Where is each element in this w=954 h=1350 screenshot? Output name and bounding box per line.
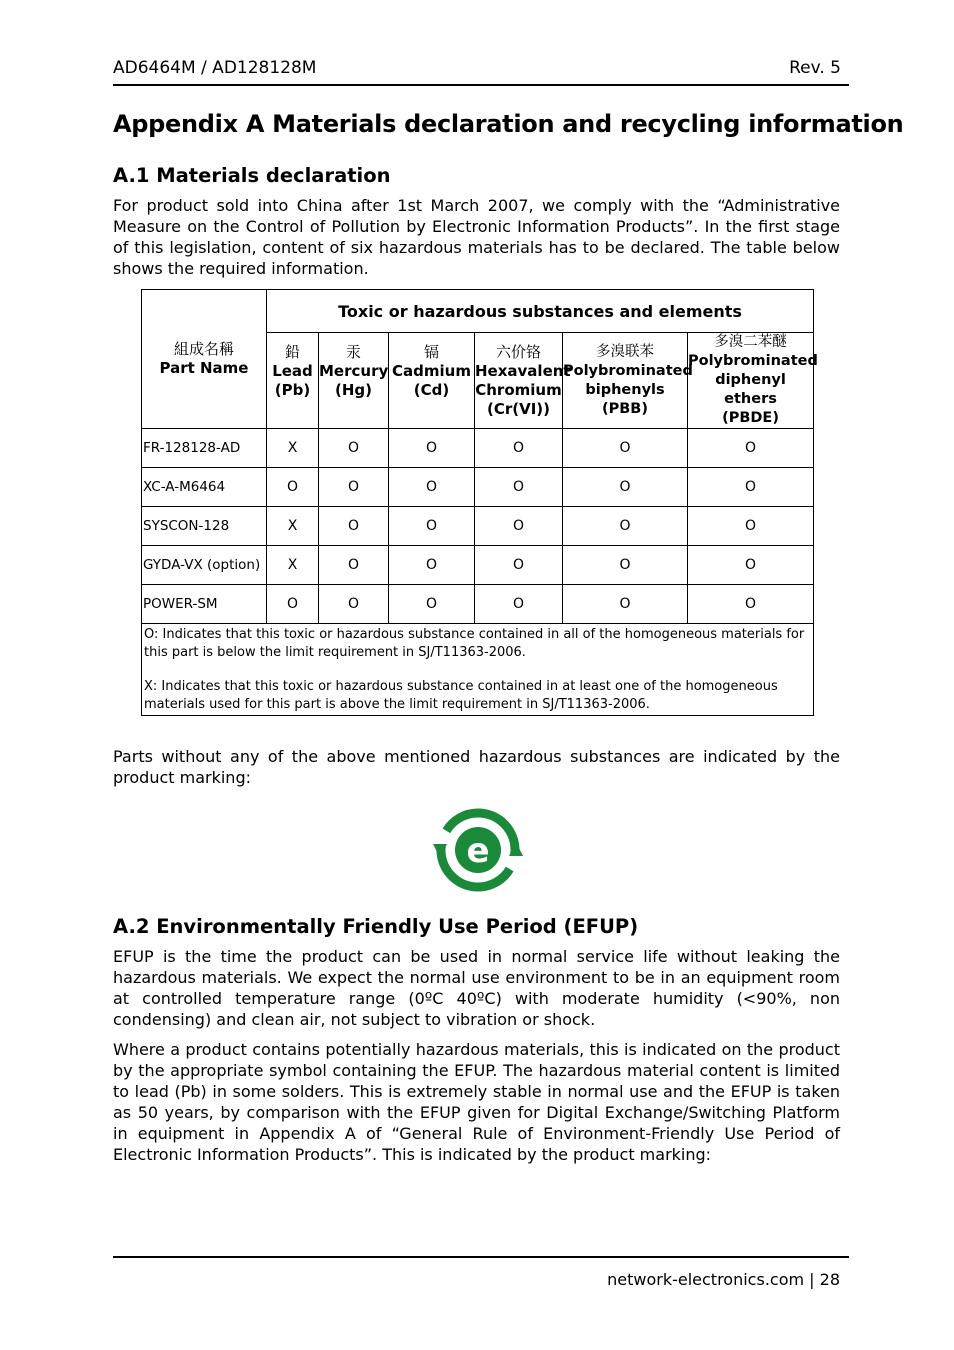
page-header bbox=[113, 56, 841, 80]
table-row bbox=[142, 585, 814, 624]
value-cell: O bbox=[688, 507, 814, 546]
part-name-cell: FR-128128-AD bbox=[142, 429, 267, 468]
column-header-symbol: (Cr(VI)) bbox=[486, 399, 551, 418]
marking-paragraph: Parts without any of the above mentioned hazardous substances are indicated by the product marking: bbox=[113, 747, 840, 787]
value-cell: O bbox=[475, 468, 563, 507]
value-cell: O bbox=[389, 507, 475, 546]
efup-logo-graphic bbox=[423, 804, 533, 896]
column-header-name: Mercury bbox=[319, 361, 389, 380]
column-header-pbb bbox=[563, 333, 693, 429]
value-cell: O bbox=[319, 546, 389, 585]
value-cell: O bbox=[319, 429, 389, 468]
appendix-title: Appendix A Materials declaration and recycling information bbox=[113, 110, 904, 138]
column-header-cadmium bbox=[389, 333, 475, 429]
materials-declaration-table bbox=[141, 289, 818, 716]
value-cell: O bbox=[688, 429, 814, 468]
value-cell: O bbox=[389, 585, 475, 624]
value-cell: O bbox=[475, 507, 563, 546]
value-cell: O bbox=[319, 507, 389, 546]
column-header-hexavalent-chromium bbox=[475, 333, 571, 429]
section-a2-title: A.2 Environmentally Friendly Use Period (EFUP) bbox=[113, 915, 639, 938]
column-header-pbde bbox=[688, 333, 818, 429]
header-revision: Rev. 5 bbox=[789, 58, 841, 78]
value-cell: O bbox=[563, 429, 688, 468]
part-name-cell: XC-A-M6464 bbox=[142, 468, 267, 507]
value-cell: O bbox=[563, 585, 688, 624]
section-a1-title: A.1 Materials declaration bbox=[113, 164, 391, 187]
column-header-cn: 多溴二苯醚 bbox=[714, 334, 787, 350]
column-header-cn: 镉 bbox=[423, 342, 439, 361]
value-cell: O bbox=[563, 507, 688, 546]
column-header-name: Hexavalent bbox=[475, 361, 571, 380]
note-o: O: Indicates that this toxic or hazardous substance contained in all of the homogeneous materials for this part is below the limit requirement in SJ/T11363-2006. bbox=[144, 627, 805, 660]
table-row bbox=[142, 546, 814, 585]
column-header-name-2: diphenyl ethers bbox=[715, 372, 786, 407]
table-notes bbox=[142, 624, 814, 716]
part-name-header-en: Part Name bbox=[159, 359, 249, 377]
value-cell: X bbox=[267, 546, 319, 585]
part-name-cell: POWER-SM bbox=[142, 585, 267, 624]
part-name-cell: SYSCON-128 bbox=[142, 507, 267, 546]
value-cell: O bbox=[475, 546, 563, 585]
column-header-name-2: Chromium bbox=[475, 380, 562, 399]
value-cell: O bbox=[267, 585, 319, 624]
value-cell: O bbox=[688, 546, 814, 585]
value-cell: O bbox=[319, 468, 389, 507]
column-header-name: Lead bbox=[272, 361, 313, 380]
value-cell: O bbox=[319, 585, 389, 624]
value-cell: O bbox=[475, 585, 563, 624]
column-header-symbol: (Pb) bbox=[274, 380, 311, 399]
column-header-cn: 汞 bbox=[345, 342, 361, 361]
value-cell: X bbox=[267, 429, 319, 468]
column-header-name: Polybrominated bbox=[563, 362, 693, 379]
value-cell: O bbox=[267, 468, 319, 507]
value-cell: O bbox=[563, 546, 688, 585]
column-header-lead bbox=[267, 333, 319, 429]
section-a2-paragraph-1: EFUP is the time the product can be used in normal service life without leaking the hazardous materials. We expect the normal use environment to be in an equipment room at controlled temperature range (0ºC 40ºC) with moderate humidity (<90%, non condensing) and clean air, not subject to vibration or shock. bbox=[113, 947, 840, 1029]
table-row bbox=[142, 429, 814, 468]
table-row bbox=[142, 507, 814, 546]
column-header-symbol: (Cd) bbox=[413, 380, 450, 399]
substances-group-header: Toxic or hazardous substances and elements bbox=[267, 290, 814, 333]
table-group-header-row bbox=[142, 290, 814, 333]
column-header-symbol: (PBB) bbox=[602, 400, 648, 417]
column-header-name: Cadmium bbox=[392, 361, 471, 380]
value-cell: O bbox=[688, 468, 814, 507]
column-header-symbol: (PBDE) bbox=[722, 410, 779, 426]
column-header-mercury bbox=[319, 333, 389, 429]
note-x: X: Indicates that this toxic or hazardous substance contained in at least one of the homogeneous materials used for this part is above the limit requirement in SJ/T11363-2006. bbox=[144, 679, 778, 712]
table-notes-row bbox=[142, 624, 814, 716]
header-product-title: AD6464M / AD128128M bbox=[113, 58, 317, 78]
value-cell: O bbox=[475, 429, 563, 468]
value-cell: X bbox=[267, 507, 319, 546]
column-header-cn: 鉛 bbox=[284, 342, 300, 361]
column-header-symbol: (Hg) bbox=[334, 380, 372, 399]
environment-friendly-e-icon bbox=[423, 804, 533, 896]
value-cell: O bbox=[563, 468, 688, 507]
header-divider bbox=[113, 84, 849, 86]
section-a2-paragraph-2: Where a product contains potentially hazardous materials, this is indicated on the product by the appropriate symbol containing the EFUP. The hazardous material content is limited to lead (Pb) in some solders. This is extremely stable in normal use and the EFUP is taken as 50 years, by comparison with the EFUP given for Digital Exchange/Switching Platform in equipment in Appendix A of “General Rule of Environment-Friendly Use Period of Electronic Information Products”. This is indicated by the product marking: bbox=[113, 1040, 840, 1164]
table-row bbox=[142, 468, 814, 507]
logo-letter: e bbox=[466, 831, 490, 871]
part-name-cell: GYDA-VX (option) bbox=[142, 546, 267, 585]
part-name-header-cn: 組成名稱 bbox=[173, 340, 234, 358]
part-name-header bbox=[142, 290, 267, 429]
page-footer: network-electronics.com | 28 bbox=[607, 1270, 840, 1289]
column-header-name: Polybrominated bbox=[688, 353, 818, 369]
column-header-cn: 多溴联苯 bbox=[596, 343, 654, 360]
column-header-cn: 六价铬 bbox=[495, 342, 541, 361]
section-a1-intro: For product sold into China after 1st March 2007, we comply with the “Administrative Measure on the Control of Pollution by Electronic Information Products”. In the first stage of this legislation, content of six hazardous materials has to be declared. The table below shows the required information. bbox=[113, 196, 840, 278]
value-cell: O bbox=[389, 546, 475, 585]
value-cell: O bbox=[688, 585, 814, 624]
value-cell: O bbox=[389, 429, 475, 468]
value-cell: O bbox=[389, 468, 475, 507]
footer-divider bbox=[113, 1256, 849, 1258]
column-header-name-2: biphenyls bbox=[585, 381, 665, 398]
